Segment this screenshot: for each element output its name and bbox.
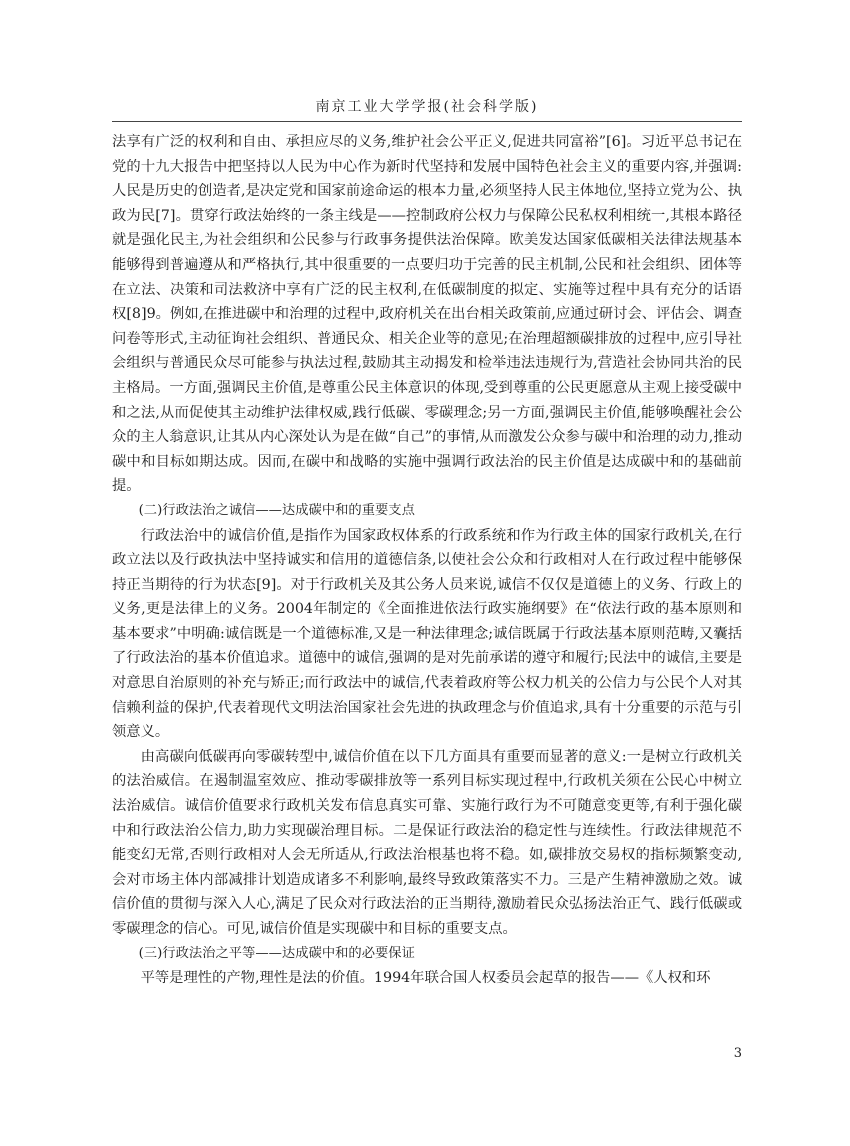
page-number: 3 <box>733 1046 742 1061</box>
article-body <box>112 130 742 991</box>
running-header: 南京工业大学学报(社会科学版) <box>315 99 539 115</box>
section-heading: (二)行政法治之诚信——达成碳中和的重要支点 <box>138 502 415 518</box>
paragraph: 平等是理性的产物,理性是法的价值。1994年联合国人权委员会起草的报告——《人权和环 <box>140 970 711 987</box>
paragraph: 行政法治中的诚信价值,是指作为国家政权体系的行政系统和作为行政主体的国家行政机关,在行政立法以及行政执法中坚持诚实和信用的道德信条,以使社会公众和行政相对人在行政过程中能够保持正当期待的行为状态[9]。对于行政机关及其公务人员来说,诚信不仅仅是道德上的义务、行政上的义务,更是法律上的义务。2004年制定的《全面推进依法行政实施纲要》在“依法行政的基本原则和基本要求”中明确:诚信既是一个道德标准,又是一种法律理念;诚信既属于行政法基本原则范畴,又囊括了行政法治的基本价值追求。道德中的诚信,强调的是对先前承诺的遵守和履行;民法中的诚信,主要是对意思自治原则的补充与矫正;而行政法中的诚信,代表着政府等公权力机关的公信力与公民个人对其信赖利益的保护,代表着现代文明法治国家社会先进的执政理念与价值追求,具有十分重要的示范与引领意义。 <box>112 527 742 741</box>
paragraph: 由高碳向低碳再向零碳转型中,诚信价值在以下几方面具有重要而显著的意义:一是树立行政机关的法治威信。在遏制温室效应、推动零碳排放等一系列目标实现过程中,行政机关须在公民心中树立法治威信。诚信价值要求行政机关发布信息真实可靠、实施行政行为不可随意变更等,有利于强化碳中和行政法治公信力,助力实现碳治理目标。二是保证行政法治的稳定性与连续性。行政法律规范不能变幻无常,否则行政相对人会无所适从,行政法治根基也将不稳。如,碳排放交易权的指标频繁变动,会对市场主体内部减排计划造成诸多不利影响,最终导致政策落实不力。三是产生精神激励之效。诚信价值的贯彻与深入人心,满足了民众对行政法治的正当期待,激励着民众弘扬法治正气、践行低碳或零碳理念的信心。可见,诚信价值是实现碳中和目标的重要支点。 <box>112 748 742 937</box>
section-heading: (三)行政法治之平等——达成碳中和的必要保证 <box>138 945 415 961</box>
paragraph: 法享有广泛的权利和自由、承担应尽的义务,维护社会公平正义,促进共同富裕”[6]。习近平总书记在党的十九大报告中把坚持以人民为中心作为新时代坚持和发展中国特色社会主义的重要内容,并强调:人民是历史的创造者,是决定党和国家前途命运的根本力量,必须坚持人民主体地位,坚持立党为公、执政为民[7]。贯穿行政法始终的一条主线是——控制政府公权力与保障公民私权利相统一,其根本路径就是强化民主,为社会组织和公民参与行政事务提供法治保障。欧美发达国家低碳相关法律法规基本能够得到普遍遵从和严格执行,其中很重要的一点要归功于完善的民主机制,公民和社会组织、团体等在立法、决策和司法救济中享有广泛的民主权利,在低碳制度的拟定、实施等过程中具有充分的话语权[8]9。例如,在推进碳中和治理的过程中,政府机关在出台相关政策前,应通过研讨会、评估会、调查问卷等形式,主动征询社会组织、普通民众、相关企业等的意见;在治理超额碳排放的过程中,应引导社会组织与普通民众尽可能参与执法过程,鼓励其主动揭发和检举违法违规行为,营造社会协同共治的民主格局。一方面,强调民主价值,是尊重公民主体意识的体现,受到尊重的公民更愿意从主观上接受碳中和之法,从而促使其主动维护法律权威,践行低碳、零碳理念;另一方面,强调民主价值,能够唤醒社会公众的主人翁意识,让其从内心深处认为是在做“自己”的事情,从而激发公众参与碳中和治理的动力,推动碳中和目标如期达成。因而,在碳中和战略的实施中强调行政法治的民主价值是达成碳中和的基础前提。 <box>112 134 742 495</box>
header-rule <box>112 121 742 122</box>
